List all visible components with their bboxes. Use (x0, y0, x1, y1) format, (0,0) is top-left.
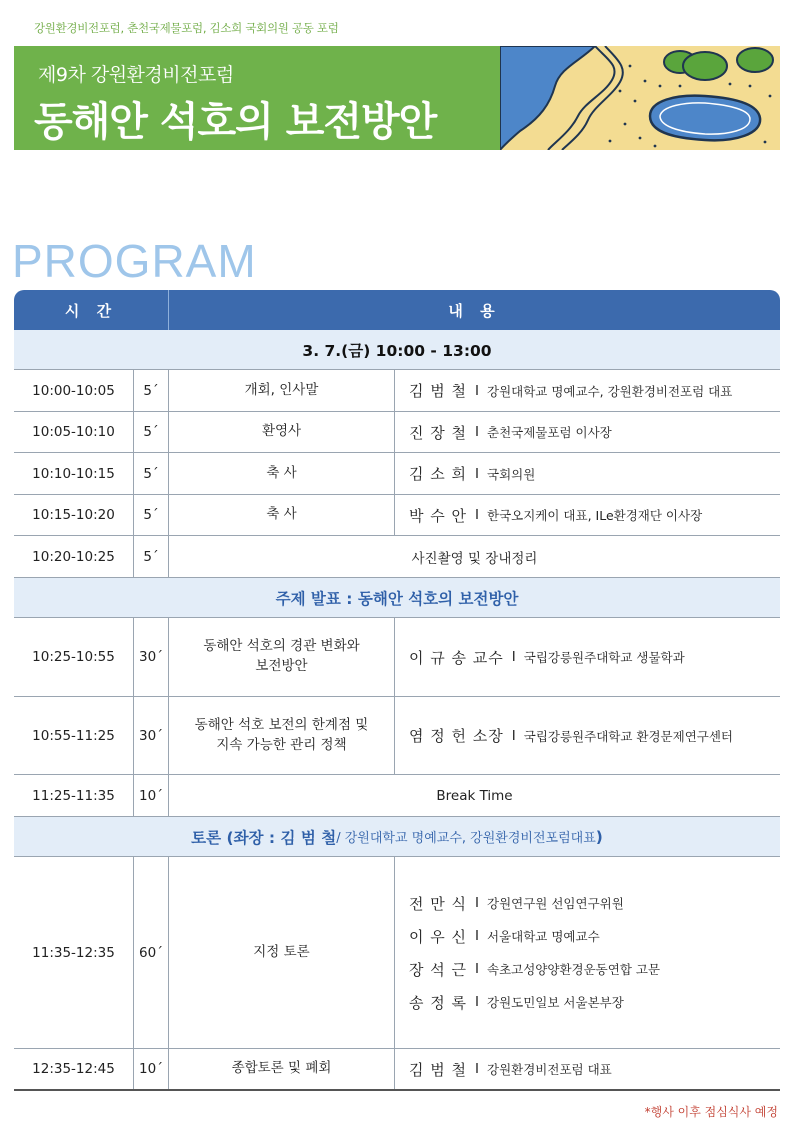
row-time: 10:25-10:55 (14, 618, 134, 696)
table-row (14, 495, 780, 536)
speaker-name: 진 장 철 (409, 423, 468, 442)
row-time: 11:35-12:35 (14, 857, 134, 1048)
row-duration: 5´ (134, 495, 169, 535)
list-item (409, 959, 660, 980)
row-time: 10:05-10:10 (14, 412, 134, 452)
speaker-name: 김 범 철 (409, 382, 468, 400)
table-row (14, 536, 780, 578)
separator: I (475, 1061, 479, 1077)
row-time: 10:55-11:25 (14, 697, 134, 774)
table-header (14, 290, 780, 330)
speaker-name: 이 우 신 (409, 927, 468, 946)
list-item (409, 926, 600, 947)
discussion-close: ) (595, 827, 603, 846)
speaker-affiliation: 국립강릉원주대학교 생물학과 (523, 650, 685, 665)
separator: I (475, 382, 479, 399)
list-item (409, 992, 624, 1013)
speaker-name: 장 석 근 (409, 960, 468, 979)
speaker-name: 이 규 송 교수 (409, 648, 504, 667)
separator: I (475, 961, 479, 977)
lagoon-illustration (500, 46, 780, 150)
separator: I (475, 994, 479, 1010)
speaker-affiliation: 강원도민일보 서울본부장 (487, 995, 624, 1010)
row-speaker (395, 495, 780, 535)
row-time: 10:10-10:15 (14, 453, 134, 494)
row-title-line: 지속 가능한 관리 정책 (216, 736, 347, 753)
row-title: 축 사 (169, 495, 395, 535)
speaker-affiliation: 국회의원 (487, 466, 536, 482)
row-text: Break Time (436, 787, 513, 804)
speaker-name: 김 범 철 (409, 1060, 468, 1079)
table-row (14, 453, 780, 495)
separator: I (511, 727, 516, 744)
speaker-name: 염 정 헌 소장 (409, 727, 504, 745)
row-title (169, 697, 395, 774)
speaker-affiliation: 한국오지케이 대표, ILe환경재단 이사장 (487, 508, 703, 523)
program-heading: PROGRAM (12, 235, 257, 287)
row-speaker (395, 370, 780, 411)
date-row: 3. 7.(금) 10:00 - 13:00 (14, 330, 780, 370)
row-time: 12:35-12:45 (14, 1049, 134, 1089)
speaker-affiliation: 강원환경비전포럼 대표 (487, 1062, 612, 1077)
row-time: 10:20-10:25 (14, 536, 134, 577)
row-title: 개회, 인사말 (169, 370, 395, 411)
speaker-name: 김 소 희 (409, 465, 468, 483)
row-duration: 60´ (134, 857, 169, 1048)
section-discussion (14, 817, 780, 857)
table-row (14, 618, 780, 697)
row-title: 지정 토론 (169, 857, 395, 1048)
row-title (169, 618, 395, 696)
table-row (14, 412, 780, 453)
table-row (14, 775, 780, 817)
row-title-line: 동해안 석호의 경관 변화와 (203, 638, 360, 655)
co-host-note: 강원환경비전포럼, 춘천국제물포럼, 김소희 국회의원 공동 포럼 (34, 21, 339, 35)
table-row (14, 697, 780, 775)
row-speaker (395, 1049, 780, 1089)
row-text: 사진촬영 및 장내정리 (411, 550, 538, 567)
table-row (14, 1049, 780, 1091)
row-title: 환영사 (169, 412, 395, 452)
table-row (14, 857, 780, 1049)
row-duration: 5´ (134, 536, 169, 577)
row-speaker (395, 453, 780, 494)
row-title: 종합토론 및 폐회 (169, 1049, 395, 1089)
section-topic: 주제 발표 : 동해안 석호의 보전방안 (14, 578, 780, 618)
row-speaker (395, 618, 780, 696)
row-title-line: 동해안 석호 보전의 한계점 및 (194, 716, 369, 733)
row-duration: 10´ (134, 775, 169, 816)
row-duration: 5´ (134, 453, 169, 494)
row-duration: 5´ (134, 412, 169, 452)
row-duration: 30´ (134, 697, 169, 774)
speaker-name: 박 수 안 (409, 506, 468, 525)
separator: I (475, 928, 479, 944)
speaker-affiliation: 국립강릉원주대학교 환경문제연구센터 (523, 728, 733, 744)
speaker-affiliation: 강원연구원 선임연구위원 (487, 896, 624, 911)
row-time: 10:00-10:05 (14, 370, 134, 411)
banner-subtitle: 제9차 강원환경비전포럼 (38, 64, 234, 86)
row-title-line: 보전방안 (255, 658, 308, 674)
row-speaker (395, 412, 780, 452)
separator: I (475, 895, 479, 911)
discussion-chair: 토론 (좌장 : 김 범 철 (191, 828, 337, 847)
table-row (14, 370, 780, 412)
speaker-name: 전 만 식 (409, 894, 468, 913)
separator: I (475, 424, 479, 440)
discussion-chair-affiliation: / 강원대학교 명예교수, 강원환경비전포럼대표 (336, 831, 596, 846)
row-speaker (395, 697, 780, 774)
header-content: 내 용 (448, 301, 501, 320)
speaker-affiliation: 춘천국제물포럼 이사장 (487, 425, 612, 440)
separator: I (475, 507, 479, 523)
footnote: *행사 이후 점심식사 예정 (644, 1105, 778, 1119)
separator: I (475, 465, 479, 482)
row-time: 11:25-11:35 (14, 775, 134, 816)
speaker-affiliation: 속초고성양양환경운동연합 고문 (487, 962, 661, 977)
title-banner (14, 46, 780, 150)
row-duration: 10´ (134, 1049, 169, 1089)
speaker-affiliation: 서울대학교 명예교수 (487, 929, 600, 944)
row-duration: 5´ (134, 370, 169, 411)
row-duration: 30´ (134, 618, 169, 696)
separator: I (511, 649, 516, 665)
speaker-affiliation: 강원대학교 명예교수, 강원환경비전포럼 대표 (487, 383, 733, 399)
list-item (409, 893, 624, 914)
row-title: 축 사 (169, 453, 395, 494)
speaker-name: 송 정 록 (409, 993, 468, 1012)
panel-list (395, 857, 780, 1048)
program-table (14, 290, 780, 1091)
header-time: 시 간 (14, 290, 169, 330)
banner-title: 동해안 석호의 보전방안 (34, 99, 437, 145)
row-time: 10:15-10:20 (14, 495, 134, 535)
